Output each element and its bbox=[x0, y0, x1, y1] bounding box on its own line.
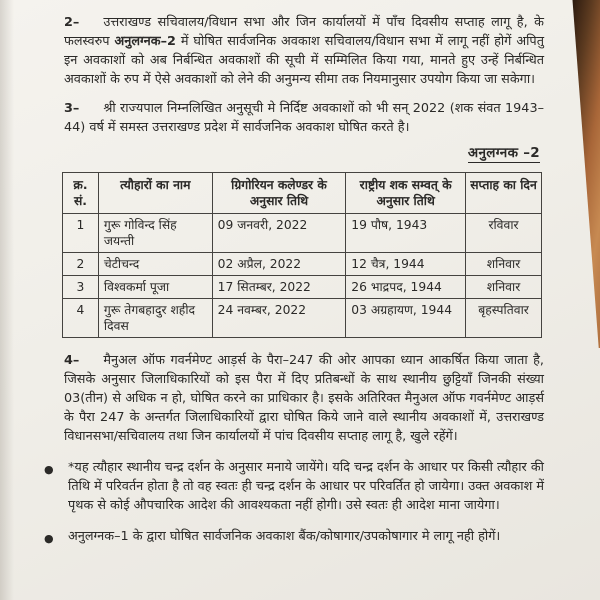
list-item bbox=[44, 458, 544, 515]
paragraph-4 bbox=[64, 351, 544, 446]
paragraph-3-text: श्री राज्यपाल निम्नलिखित अनुसूची मे निर्दिष्ट अवकाशों को भी सन् 2022 (शक संवत 1943–44) वर्ष में समस्त उत्तराखण्ड प्रदेश में सार्वजनिक अवकाश घोषित करते है। bbox=[64, 101, 544, 135]
cell-weekday: शनिवार bbox=[466, 253, 542, 276]
cell-shaka-date: 19 पौष, 1943 bbox=[346, 214, 466, 253]
cell-gregorian-date: 02 अप्रैल, 2022 bbox=[212, 253, 346, 276]
bullet-dot-icon: ● bbox=[44, 463, 54, 476]
bullet-dot-icon: ● bbox=[44, 532, 54, 545]
annexure-heading-line bbox=[64, 144, 540, 163]
cell-shaka-date: 03 अग्रहायण, 1944 bbox=[346, 299, 466, 338]
paragraph-4-number: 4– bbox=[64, 353, 80, 368]
spacer bbox=[64, 89, 544, 99]
page-content bbox=[44, 13, 544, 560]
cell-gregorian-date: 24 नवम्बर, 2022 bbox=[212, 299, 346, 338]
cell-serial: 4 bbox=[63, 299, 99, 338]
annexure-heading: अनुलग्नक –2 bbox=[467, 145, 540, 161]
cell-shaka-date: 26 भाद्रपद, 1944 bbox=[346, 276, 466, 299]
cell-gregorian-date: 09 जनवरी, 2022 bbox=[212, 214, 346, 253]
paper-edge-background bbox=[568, 0, 600, 348]
col-header-shaka-date: राष्ट्रीय शक सम्वत् के अनुसार तिथि bbox=[346, 173, 466, 214]
col-header-festival-name: त्यौहारों का नाम bbox=[98, 173, 212, 214]
note-annexure1-banks-text: अनुलग्नक–1 के द्वारा घोषित सार्वजनिक अवकाश बैंक/कोषागार/उपकोषागार मे लागू नही होगें। bbox=[68, 529, 501, 544]
cell-weekday: बृहस्पतिवार bbox=[466, 299, 542, 338]
cell-festival-name: चेटीचन्द bbox=[98, 253, 212, 276]
table-row bbox=[63, 276, 542, 299]
cell-festival-name: गुरू तेगबहादुर शहीद दिवस bbox=[98, 299, 212, 338]
cell-shaka-date: 12 चैत्र, 1944 bbox=[346, 253, 466, 276]
note-lunar-sighting-text: *यह त्यौहार स्थानीय चन्द्र दर्शन के अनुसार मनाये जायेंगे। यदि चन्द्र दर्शन के आधार पर किसी त्यौहार की तिथि में परिवर्तन होता है तो वह स्वतः ही चन्द्र दर्शन के आधार पर परिवर्तित हो जायेगा। उक्त अवकाश में पृथक से कोई औपचारिक आदेश की आवश्यकता नहीं होगी। उसे स्वतः ही आदेश माना जायेगा। bbox=[68, 460, 544, 513]
paragraph-3-number: 3– bbox=[64, 101, 80, 116]
paragraph-4-text: मैनुअल ऑफ गवर्नमेण्ट आड़र्स के पैरा–247 की ओर आपका ध्यान आकर्षित किया जाता है, जिसके अनुसार जिलाधिकारियों को इस पैरा में दिए प्रतिबन्धों के साथ स्थानीय छुट्टियाँ जिनकी संख्या 03(तीन) से अधिक न हो, घोषित करने का प्राधिकार है। इसके अतिरिक्त मैनुअल ऑफ गवर्नमेण्ट आड़र्स के पैरा 247 के अन्तर्गत जिलाधिकारियों द्वारा घोषित किये जाने वाले स्थानीय अवकाशों में, उत्तराखण्ड विधानसभा/सचिवालय तथा जिन कार्यालयों में पांच दिवसीय सप्ताह लागू है, खुले रहेंगें। bbox=[64, 353, 544, 444]
cell-weekday: रविवार bbox=[466, 214, 542, 253]
paragraph-2 bbox=[64, 13, 544, 89]
cell-festival-name: गुरू गोविन्द सिंह जयन्ती bbox=[98, 214, 212, 253]
col-header-serial: क्र. सं. bbox=[63, 173, 99, 214]
table-row bbox=[63, 214, 542, 253]
col-header-gregorian-date: ग्रिगोरियन कलेण्डर के अनुसार तिथि bbox=[212, 173, 346, 214]
table-row bbox=[63, 253, 542, 276]
notes-list bbox=[44, 458, 544, 548]
paragraph-2-number: 2– bbox=[64, 15, 80, 30]
paragraph-3 bbox=[64, 99, 544, 137]
paragraph-2-text-end: में घोषित सार्वजनिक अवकाश सचिवालय/विधान सभा में लागू नहीं होगें अपितु इन अवकाशों को अब निर्बन्धित अवकाशों की सूची में सम्मिलित किया गया, मानते हुए उन्हें निर्बन्धित अवकाशों के रुप में ऐसे अवकाशों को लेने की अनुमन्य सीमा तक नियमानुसार उपयोग किया जा सकेगा। bbox=[64, 34, 544, 87]
scan-left-shadow bbox=[0, 0, 14, 600]
paragraph-2-text-start: उत्तराखण्ड सचिवालय/विधान सभा और जिन कार्यालयों में पाँच दिवसीय सप्ताह लागू है, के फलस्वरुप bbox=[64, 15, 544, 49]
cell-gregorian-date: 17 सितम्बर, 2022 bbox=[212, 276, 346, 299]
cell-serial: 2 bbox=[63, 253, 99, 276]
public-holidays-table bbox=[62, 172, 542, 338]
cell-serial: 3 bbox=[63, 276, 99, 299]
cell-festival-name: विश्वकर्मा पूजा bbox=[98, 276, 212, 299]
list-item bbox=[44, 527, 544, 548]
table-header-row bbox=[63, 173, 542, 214]
paragraph-2-emphasis: अनुलग्नक–2 bbox=[114, 34, 176, 49]
col-header-weekday: सप्ताह का दिन bbox=[466, 173, 542, 214]
cell-serial: 1 bbox=[63, 214, 99, 253]
table-row bbox=[63, 299, 542, 338]
cell-weekday: शनिवार bbox=[466, 276, 542, 299]
